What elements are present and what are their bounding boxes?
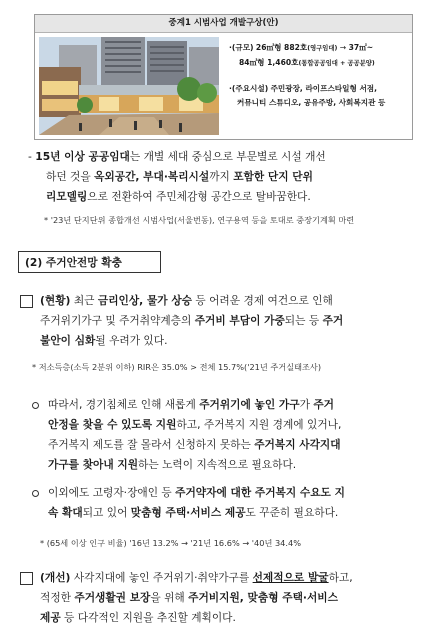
scale-line-2: 84㎡형 1,460호(통합공공임대 + 공공분양) <box>239 57 375 67</box>
c1-line-2: 안정을 찾을 수 있도록 지원하고, 주거복지 지원 경계에 있거나, <box>48 418 342 431</box>
rendering-image <box>39 37 219 135</box>
square-bullet-icon <box>20 295 33 308</box>
footnote-2: * 저소득층(소득 2분위 이하) RIR은 35.0% > 전체 15.7%('21년 주거실태조사) <box>32 362 322 372</box>
circle-bullet-icon <box>32 402 39 409</box>
figure-description <box>229 41 409 109</box>
c2-line-2: 속 확대되고 있어 맞춤형 주택·서비스 제공도 꾸준히 필요하다. <box>48 506 339 519</box>
scale-line-1: ·(규모) 26㎡형 882호(영구임대) → 37㎡~ <box>229 43 374 52</box>
facilities-line-2: 커뮤니티 스튜디오, 공유주방, 사회복지관 등 <box>237 97 386 107</box>
b2-line-1: (개선) 사각지대에 놓인 주거위기·취약가구를 선제적으로 발굴하고, <box>40 571 353 584</box>
facilities-line-1: ·(주요시설) 주민광장, 라이프스타일형 서점, <box>229 84 378 93</box>
section-heading: (2) 주거안전망 확충 <box>18 251 161 273</box>
b1-line-3: 불안이 심화될 우려가 있다. <box>40 334 168 347</box>
b1-line-2: 주거위기가구 및 주거취약계층의 주거비 부담이 가중되는 등 주거 <box>40 314 344 327</box>
figure-box <box>34 14 413 140</box>
figure-title: 중계1 시범사업 개발구상(안) <box>35 15 412 33</box>
para1-line-2: 하던 것을 옥외공간, 부대·복리시설까지 포함한 단지 단위 <box>46 170 313 183</box>
c2-line-1: 이외에도 고령자·장애인 등 주거약자에 대한 주거복지 수요도 지 <box>48 486 345 499</box>
footnote-1: * '23년 단지단위 종합개선 시범사업(서울번동), 연구용역 등을 토대로 중장기계획 마련 <box>44 215 355 225</box>
footnote-3: * (65세 이상 인구 비율) '16년 13.2% → '21년 16.6% → '40년 34.4% <box>40 538 301 548</box>
b2-line-2: 적정한 주거생활권 보장을 위해 주거비지원, 맞춤형 주택·서비스 <box>40 591 338 604</box>
c1-line-1: 따라서, 경기침체로 인해 새롭게 주거위기에 놓인 가구가 주거 <box>48 398 334 411</box>
para1-line-3: 리모델링으로 전환하여 주민체감형 공간으로 탈바꿈한다. <box>46 190 311 203</box>
para1-line-1: - 15년 이상 공공임대는 개별 세대 중심으로 부문별로 시설 개선 <box>28 150 326 163</box>
c1-line-4: 가구를 찾아내 지원하는 노력이 지속적으로 필요하다. <box>48 458 297 471</box>
c1-line-3: 주거복지 제도를 잘 몰라서 신청하지 못하는 주거복지 사각지대 <box>48 438 341 451</box>
circle-bullet-icon <box>32 490 39 497</box>
b1-line-1: (현황) 최근 금리인상, 물가 상승 등 어려운 경제 여건으로 인해 <box>40 294 333 307</box>
b2-line-3: 제공 등 다각적인 지원을 추진할 계획이다. <box>40 611 236 624</box>
square-bullet-icon <box>20 572 33 585</box>
